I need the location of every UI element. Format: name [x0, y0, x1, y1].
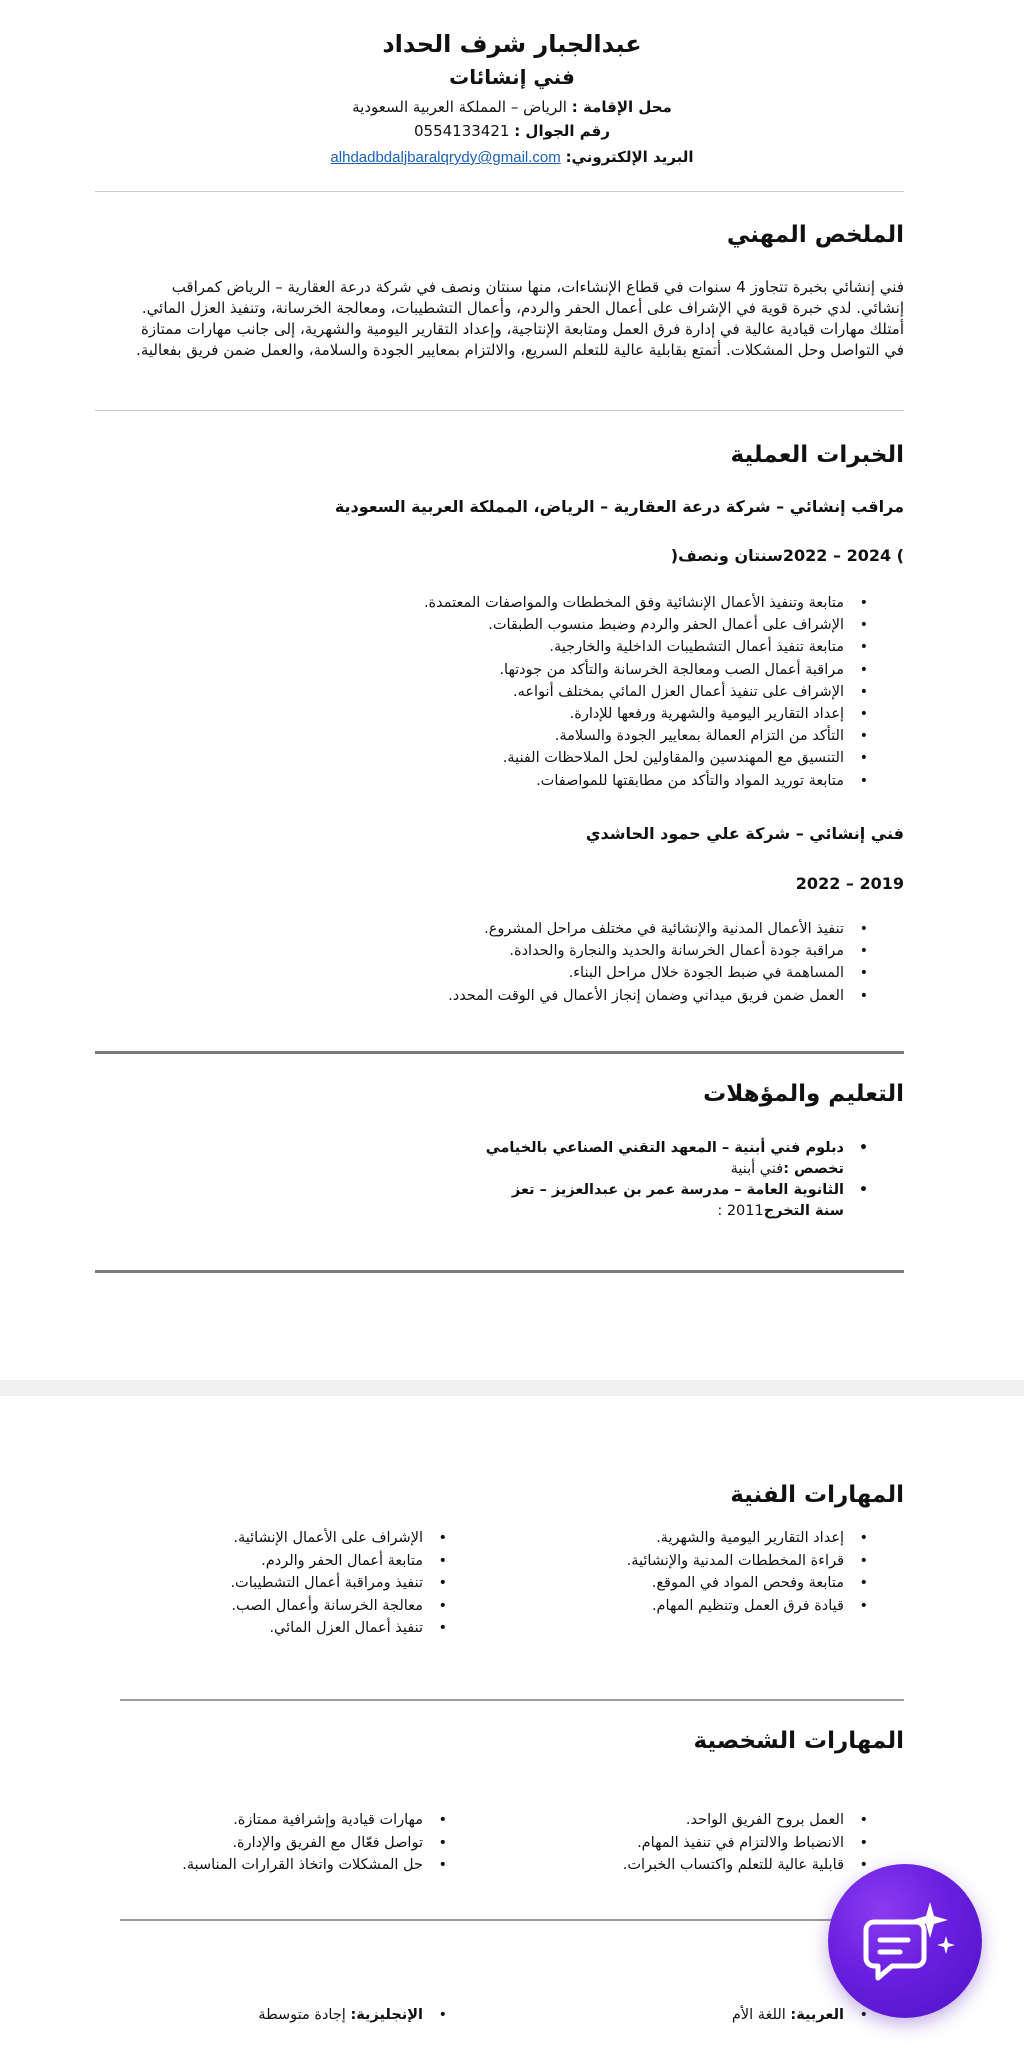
page-separator [0, 1380, 1024, 1396]
language-level: اللغة الأم [731, 2007, 786, 2023]
education-sub-label: تخصص : [783, 1161, 844, 1177]
email-label: البريد الإلكتروني: [565, 148, 694, 166]
list-item: • حل المشكلات واتخاذ القرارات المناسبة. [182, 1854, 423, 1877]
list-item: • الإشراف على أعمال الحفر والردم وضبط منسوب الطبقات. [424, 614, 844, 636]
job-period: 2019 – 2022 [795, 874, 904, 893]
list-item: • تنفيذ ومراقبة أعمال التشطيبات. [230, 1572, 423, 1595]
divider [95, 410, 904, 411]
education-sub-value: فني أبنية [730, 1161, 784, 1177]
summary-line: في التواصل وحل المشكلات. أتمتع بقابلية عالية للتعلم السريع، والالتزام بمعايير الجودة والسلامة، والعمل ضمن فريق بفعالية. [136, 341, 904, 359]
education-main: دبلوم فني أبنية – المعهد التقني الصناعي بالخيامي [485, 1140, 844, 1156]
job-role: فني إنشائي – شركة علي حمود الحاشدي [585, 824, 904, 843]
candidate-job-title: فني إنشائات [449, 65, 575, 89]
summary-line: أمتلك مهارات قيادية عالية في إدارة فرق العمل ومتابعة الإنتاجية، وإعداد التقارير اليومية والشهرية، إلى جانب مهارات ممتازة [140, 320, 904, 338]
ai-chat-sparkle-icon [828, 1864, 982, 2018]
list-item: • معالجة الخرسانة وأعمال الصب. [230, 1595, 423, 1618]
list-item: • المساهمة في ضبط الجودة خلال مراحل البناء. [448, 962, 844, 984]
list-item: • تنفيذ الأعمال المدنية والإنشائية في مختلف مراحل المشروع. [448, 918, 844, 940]
phone-label: رقم الجوال : [514, 122, 611, 140]
list-item: • قيادة فرق العمل وتنظيم المهام. [627, 1595, 844, 1618]
residence-line [0, 98, 1024, 116]
education-title: التعليم والمؤهلات [703, 1081, 904, 1107]
list-item: • تنفيذ أعمال العزل المائي. [230, 1617, 423, 1640]
divider [120, 1699, 904, 1701]
list-item: • العمل بروح الفريق الواحد. [623, 1809, 844, 1832]
list-item: • إعداد التقارير اليومية والشهرية ورفعها للإدارة. [424, 703, 844, 725]
list-item: • مهارات قيادية وإشرافية ممتازة. [182, 1809, 423, 1832]
job-role: مراقب إنشائي – شركة درعة العقارية – الرياض، المملكة العربية السعودية [334, 497, 904, 516]
list-item [486, 1180, 844, 1222]
list-item: • متابعة وفحص المواد في الموقع. [627, 1572, 844, 1595]
list-item: • قابلية عالية للتعلم واكتساب الخبرات. [623, 1854, 844, 1877]
list-item: • متابعة وتنفيذ الأعمال الإنشائية وفق المخططات والمواصفات المعتمدة. [424, 592, 844, 614]
summary-line: إنشائي. لدي خبرة قوية في الإشراف على أعمال الحفر والردم، وأعمال التشطيبات، ومعالجة الخرسانة، وتنفيذ العزل المائي. [141, 299, 904, 317]
summary-line: فني إنشائي بخبرة تتجاوز 4 سنوات في قطاع الإنشاءات، منها سنتان ونصف في شركة درعة العقارية – الرياض كمراقب [171, 278, 904, 296]
list-item: • الإشراف على تنفيذ أعمال العزل المائي بمختلف أنواعه. [424, 681, 844, 703]
summary-paragraph [114, 277, 904, 361]
list-item: • مراقبة جودة أعمال الخرسانة والحديد والنجارة والحدادة. [448, 940, 844, 962]
list-item: • العمل ضمن فريق ميداني وضمان إنجاز الأعمال في الوقت المحدد. [448, 985, 844, 1007]
list-item: • الإشراف على الأعمال الإنشائية. [230, 1527, 423, 1550]
ai-assistant-button[interactable] [828, 1864, 982, 2018]
education-sub [486, 1159, 844, 1180]
residence-value: الرياض – المملكة العربية السعودية [352, 98, 567, 116]
language-english [258, 2004, 423, 2027]
job-duties-list [424, 592, 844, 792]
language-label: الإنجليزية: [350, 2007, 423, 2023]
divider [95, 1270, 904, 1273]
experience-title: الخبرات العملية [730, 442, 904, 468]
list-item: • التنسيق مع المهندسين والمقاولين لحل الملاحظات الفنية. [424, 747, 844, 769]
list-item: • متابعة أعمال الحفر والردم. [230, 1550, 423, 1573]
divider [120, 1919, 904, 1921]
education-sub-value: 2011 : [717, 1203, 764, 1219]
job-period: ) 2024 – 2022سنتان ونصف( [670, 546, 904, 565]
list-item [486, 1138, 844, 1180]
list-item: • التأكد من التزام العمالة بمعايير الجودة والسلامة. [424, 725, 844, 747]
personal-skills-title: المهارات الشخصية [693, 1728, 904, 1754]
personal-skills-right-list [623, 1809, 844, 1877]
list-item [258, 2004, 423, 2027]
list-item: • قراءة المخططات المدنية والإنشائية. [627, 1550, 844, 1573]
divider [95, 191, 904, 192]
email-line [0, 148, 1024, 166]
summary-title: الملخص المهني [726, 222, 904, 248]
list-item: • متابعة تنفيذ أعمال التشطيبات الداخلية والخارجية. [424, 636, 844, 658]
education-sub [486, 1201, 844, 1222]
technical-skills-right-list [627, 1527, 844, 1617]
personal-skills-left-list [182, 1809, 423, 1877]
technical-skills-left-list [230, 1527, 423, 1640]
list-item: • مراقبة أعمال الصب ومعالجة الخرسانة والتأكد من جودتها. [424, 659, 844, 681]
list-item: • تواصل فعّال مع الفريق والإدارة. [182, 1832, 423, 1855]
list-item: • متابعة توريد المواد والتأكد من مطابقتها للمواصفات. [424, 770, 844, 792]
list-item: • إعداد التقارير اليومية والشهرية. [627, 1527, 844, 1550]
divider [95, 1051, 904, 1054]
phone-value: 0554133421 [413, 122, 510, 140]
job-duties-list [448, 918, 844, 1007]
education-main: الثانوية العامة – مدرسة عمر بن عبدالعزيز – تعز [511, 1182, 844, 1198]
residence-label: محل الإقامة : [571, 98, 672, 116]
candidate-name: عبدالجبار شرف الحداد [382, 30, 642, 58]
education-sub-label: سنة التخرج [763, 1203, 844, 1219]
language-level: إجادة متوسطة [258, 2007, 346, 2023]
phone-line [0, 122, 1024, 140]
language-label: العربية: [790, 2007, 844, 2023]
technical-skills-title: المهارات الفنية [730, 1482, 904, 1508]
email-link[interactable]: alhdadbdaljbaralqrydy@gmail.com [330, 149, 561, 166]
education-list [486, 1138, 844, 1222]
list-item: • الانضباط والالتزام في تنفيذ المهام. [623, 1832, 844, 1855]
